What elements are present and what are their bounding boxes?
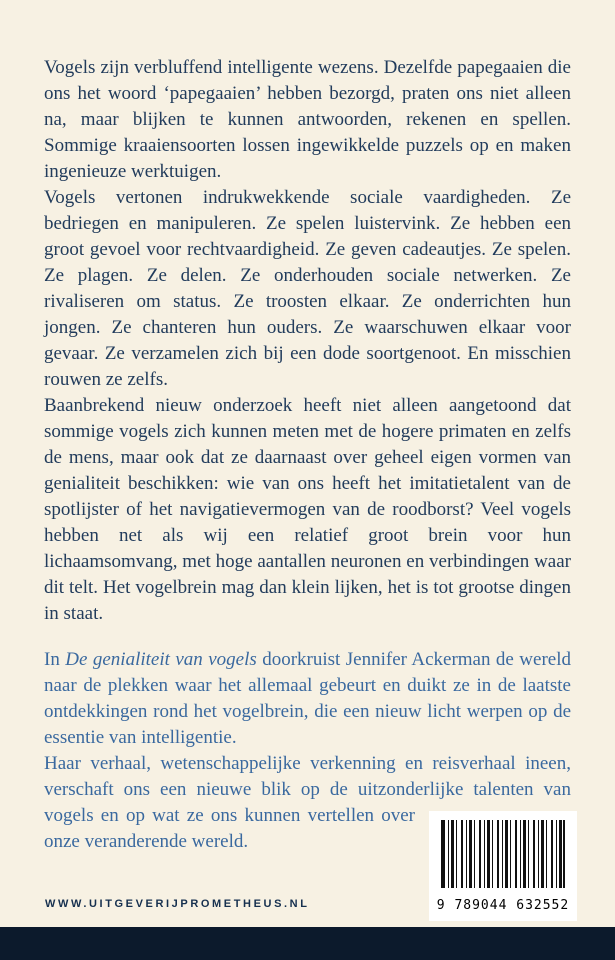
book-title-italic: De genialiteit van vogels [65, 649, 257, 670]
body-paragraph-1: Vogels zijn verbluffend intelligente wezens. Dezelfde papegaaien die ons het woord ‘papegaaien’ hebben bezorgd, praten ons niet alleen na, maar blijken te kunnen antwoorden, rekenen en spellen. Sommige kraaiensoorten lossen ingewikkelde puzzels op en maken ingenieuze werktuigen. [44, 57, 571, 182]
accent-paragraph-1-rest: doorkruist Jennifer Ackerman de wereld naar de plekken waar het allemaal gebeurt en duikt ze in de laatste ontdekkingen rond het vogelbrein, die een nieuw licht werpen op de essentie van intelligentie. [44, 649, 571, 748]
barcode-box [429, 811, 577, 921]
isbn-number: 9 789044 632552 [436, 898, 570, 913]
accent-paragraph-1-prefix: In [44, 649, 66, 670]
publisher-website: WWW.UITGEVERIJPROMETHEUS.NL [45, 898, 310, 910]
footer-bar [0, 927, 615, 960]
accent-paragraph-1 [44, 647, 571, 751]
body-paragraph-2: Vogels vertonen indrukwekkende sociale vaardigheden. Ze bedriegen en manipuleren. Ze spelen luistervink. Ze hebben een groot gevoel voor rechtvaardigheid. Ze geven cadeautjes. Ze spelen. Ze plagen. Ze delen. Ze onderhouden sociale netwerken. Ze rivaliseren om status. Ze troosten elkaar. Ze onderrichten hun jongen. Ze chanteren hun ouders. Ze waarschuwen elkaar voor gevaar. Ze verzamelen zich bij een dode soortgenoot. En misschien rouwen ze zelfs. [44, 187, 571, 390]
body-text-block [44, 55, 571, 627]
accent-paragraph-2: Haar verhaal, wetenschappelijke verkenning en reisverhaal ineen, verschaft ons een nieuwe blik op de uitzonderlijke talenten van vogels en op wat ze ons kunnen vertellen over onze veranderende wereld. [44, 753, 571, 852]
barcode-icon [441, 820, 565, 888]
body-paragraph-3: Baanbrekend nieuw onderzoek heeft niet alleen aangetoond dat sommige vogels zich kunnen meten met de hogere primaten en zelfs de mens, maar ook dat ze daarnaast over geheel eigen vormen van genialiteit beschikken: wie van ons heeft het imitatietalent van de spotlijster of het navigatievermogen van de roodborst? Veel vogels hebben net als wij een relatief groot brein voor hun lichaamsomvang, met hoge aantallen neuronen en verbindingen waar dit telt. Het vogelbrein mag dan klein lijken, het is tot grootse dingen in staat. [44, 395, 571, 624]
